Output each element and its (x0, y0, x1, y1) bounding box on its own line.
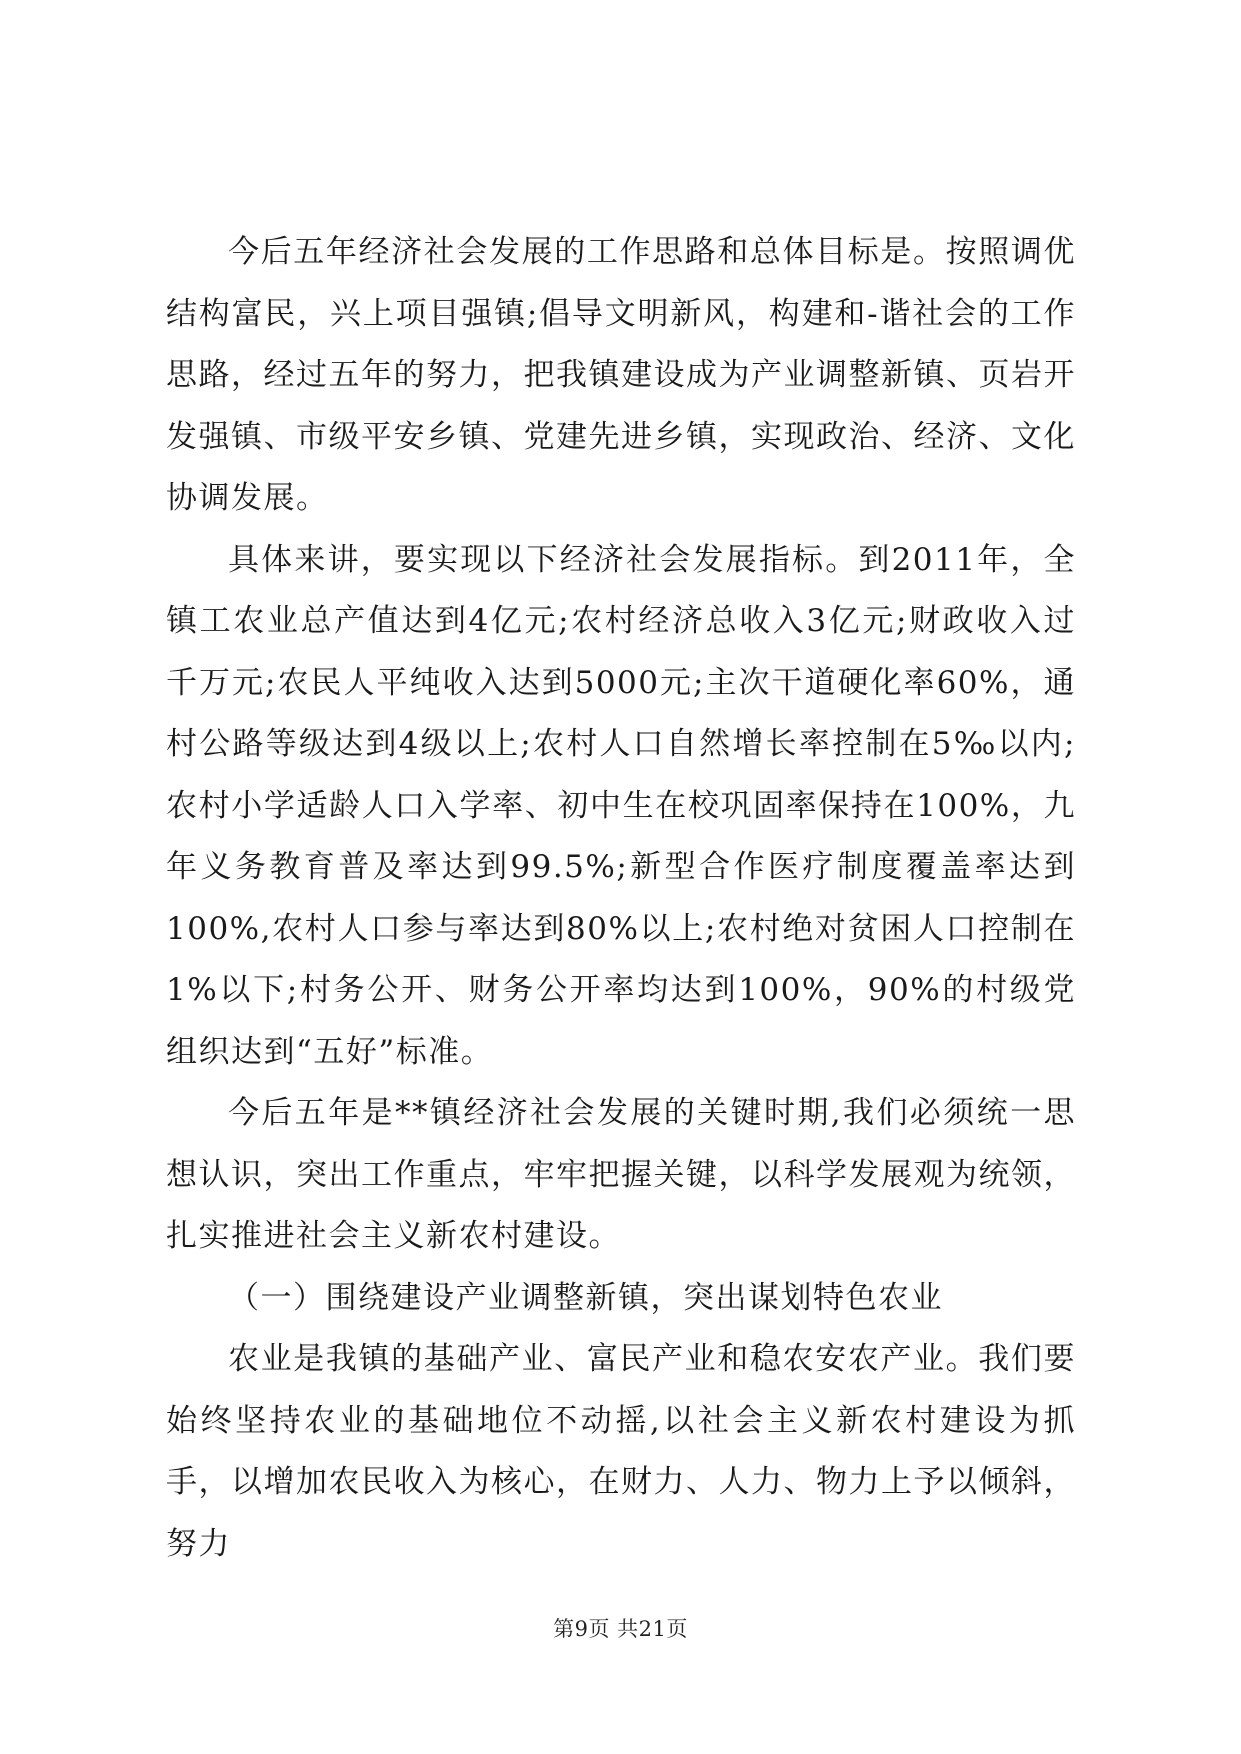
section-heading: （一）围绕建设产业调整新镇，突出谋划特色农业 (228, 1279, 943, 1316)
paragraph-key-period: 今后五年是**镇经济社会发展的关键时期,我们必须统一思想认识，突出工作重点，牢牢把握关键，以科学发展观为统领，扎实推进社会主义新农村建设。 (166, 1095, 1076, 1254)
paragraph-agriculture: 农业是我镇的基础产业、富民产业和稳农安农产业。我们要始终坚持农业的基础地位不动摇,以社会主义新农村建设为抓手，以增加农民收入为核心，在财力、人力、物力上予以倾斜，努力 (166, 1341, 1076, 1562)
paragraph-development-indicators: 具体来讲，要实现以下经济社会发展指标。到2011年，全镇工农业总产值达到4亿元;农村经济总收入3亿元;财政收入过千万元;农民人平纯收入达到5000元;主次干道硬化率60%，通村公路等级达到4级以上;农村人口自然增长率控制在5‰以内;农村小学适龄人口入学率、初中生在校巩固率保持在100%，九年义务教育普及率达到99.5%;新型合作医疗制度覆盖率达到100%,农村人口参与率达到80%以上;农村绝对贫困人口控制在1%以下;村务公开、财务公开率均达到100%，90%的村级党组织达到“五好”标准。 (166, 541, 1076, 1070)
page-number-footer: 第9页 共21页 (553, 1617, 688, 1641)
paragraph-work-goals: 今后五年经济社会发展的工作思路和总体目标是。按照调优结构富民，兴上项目强镇;倡导文明新风，构建和-谐社会的工作思路，经过五年的努力，把我镇建设成为产业调整新镇、页岩开发强镇、市级平安乡镇、党建先进乡镇，实现政治、经济、文化协调发展。 (166, 234, 1076, 516)
document-body (166, 222, 1076, 1575)
